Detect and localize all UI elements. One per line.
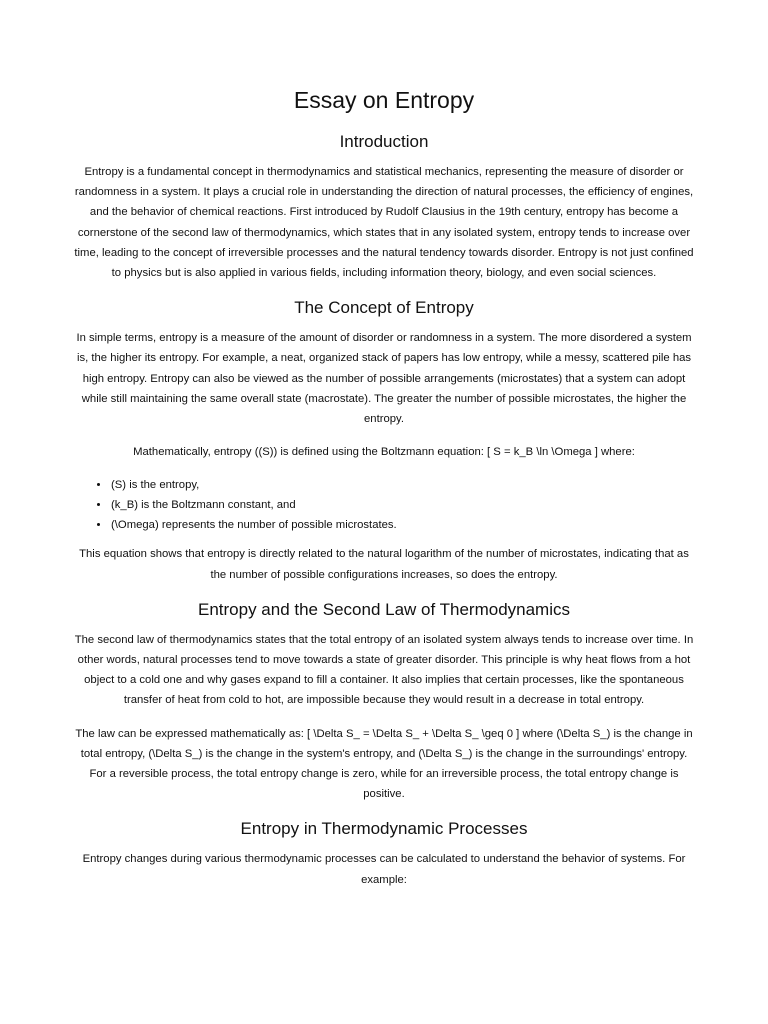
- processes-paragraph-1: Entropy changes during various thermodynamic processes can be calculated to understand the behavior of systems. For example:: [82, 853, 686, 886]
- section-heading-introduction: Introduction: [339, 132, 429, 151]
- boltzmann-equation-paragraph: Mathematically, entropy ((S)) is defined using the Boltzmann equation: [ S = k_B \ln \Omega ] where:: [133, 446, 635, 459]
- section-heading-concept-of-entropy: The Concept of Entropy: [294, 298, 474, 318]
- equation-variable-list: [72, 475, 696, 535]
- second-law-paragraph-1: The second law of thermodynamics states that the total entropy of an isolated system always tends to increase over time. In other words, natural processes tend to move towards a state of greater disorder. This principle is why heat flows from a hot object to a cold one and why gases expand to fill a container. It also implies that certain processes, like the spontaneous transfer of heat from cold to hot, are impossible because they would result in a decrease in total entropy.: [74, 633, 694, 707]
- essay-title: Essay on Entropy: [293, 87, 475, 113]
- section-heading-second-law: Entropy and the Second Law of Thermodynamics: [197, 599, 570, 619]
- equation-explanation-paragraph: This equation shows that entropy is directly related to the natural logarithm of the number of microstates, indicating that as the number of possible configurations increases, so does the entropy.: [79, 548, 689, 581]
- concept-paragraph-1: In simple terms, entropy is a measure of the amount of disorder or randomness in a system. The more disordered a system is, the higher its entropy. For example, a neat, organized stack of papers has low entropy, while a messy, scattered pile has high entropy. Entropy can also be viewed as the number of possible arrangements (microstates) that a system can adopt while still maintaining the same overall state (macrostate). The greater the number of possible microstates, the higher the entropy.: [76, 332, 692, 426]
- list-item-microstates: • (\Omega) represents the number of possible microstates.: [110, 515, 696, 535]
- list-item-boltzmann-constant: • (k_B) is the Boltzmann constant, and: [110, 495, 696, 515]
- section-heading-thermodynamic-processes: Entropy in Thermodynamic Processes: [240, 819, 528, 839]
- introduction-paragraph: Entropy is a fundamental concept in thermodynamics and statistical mechanics, representing the measure of disorder or randomness in a system. It plays a crucial role in understanding the direction of natural processes, the efficiency of engines, and the behavior of chemical reactions. First introduced by Rudolf Clausius in the 19th century, entropy has become a cornerstone of the second law of thermodynamics, which states that in any isolated system, entropy tends to increase over time, leading to the concept of irreversible processes and the natural tendency towards disorder. Entropy is not just confined to physics but is also applied in various fields, including information theory, biology, and even social sciences.: [74, 166, 694, 280]
- list-item-entropy: • (S) is the entropy,: [110, 475, 696, 495]
- second-law-paragraph-2: The law can be expressed mathematically as: [ \Delta S_ = \Delta S_ + \Delta S_ \geq 0 ] where (\Delta S_) is the change in total entropy, (\Delta S_) is the change in the system's entropy, and (\Delta S_) is the change in the surroundings' entropy. For a reversible process, the total entropy change is zero, while for an irreversible process, the total entropy change is positive.: [75, 727, 693, 801]
